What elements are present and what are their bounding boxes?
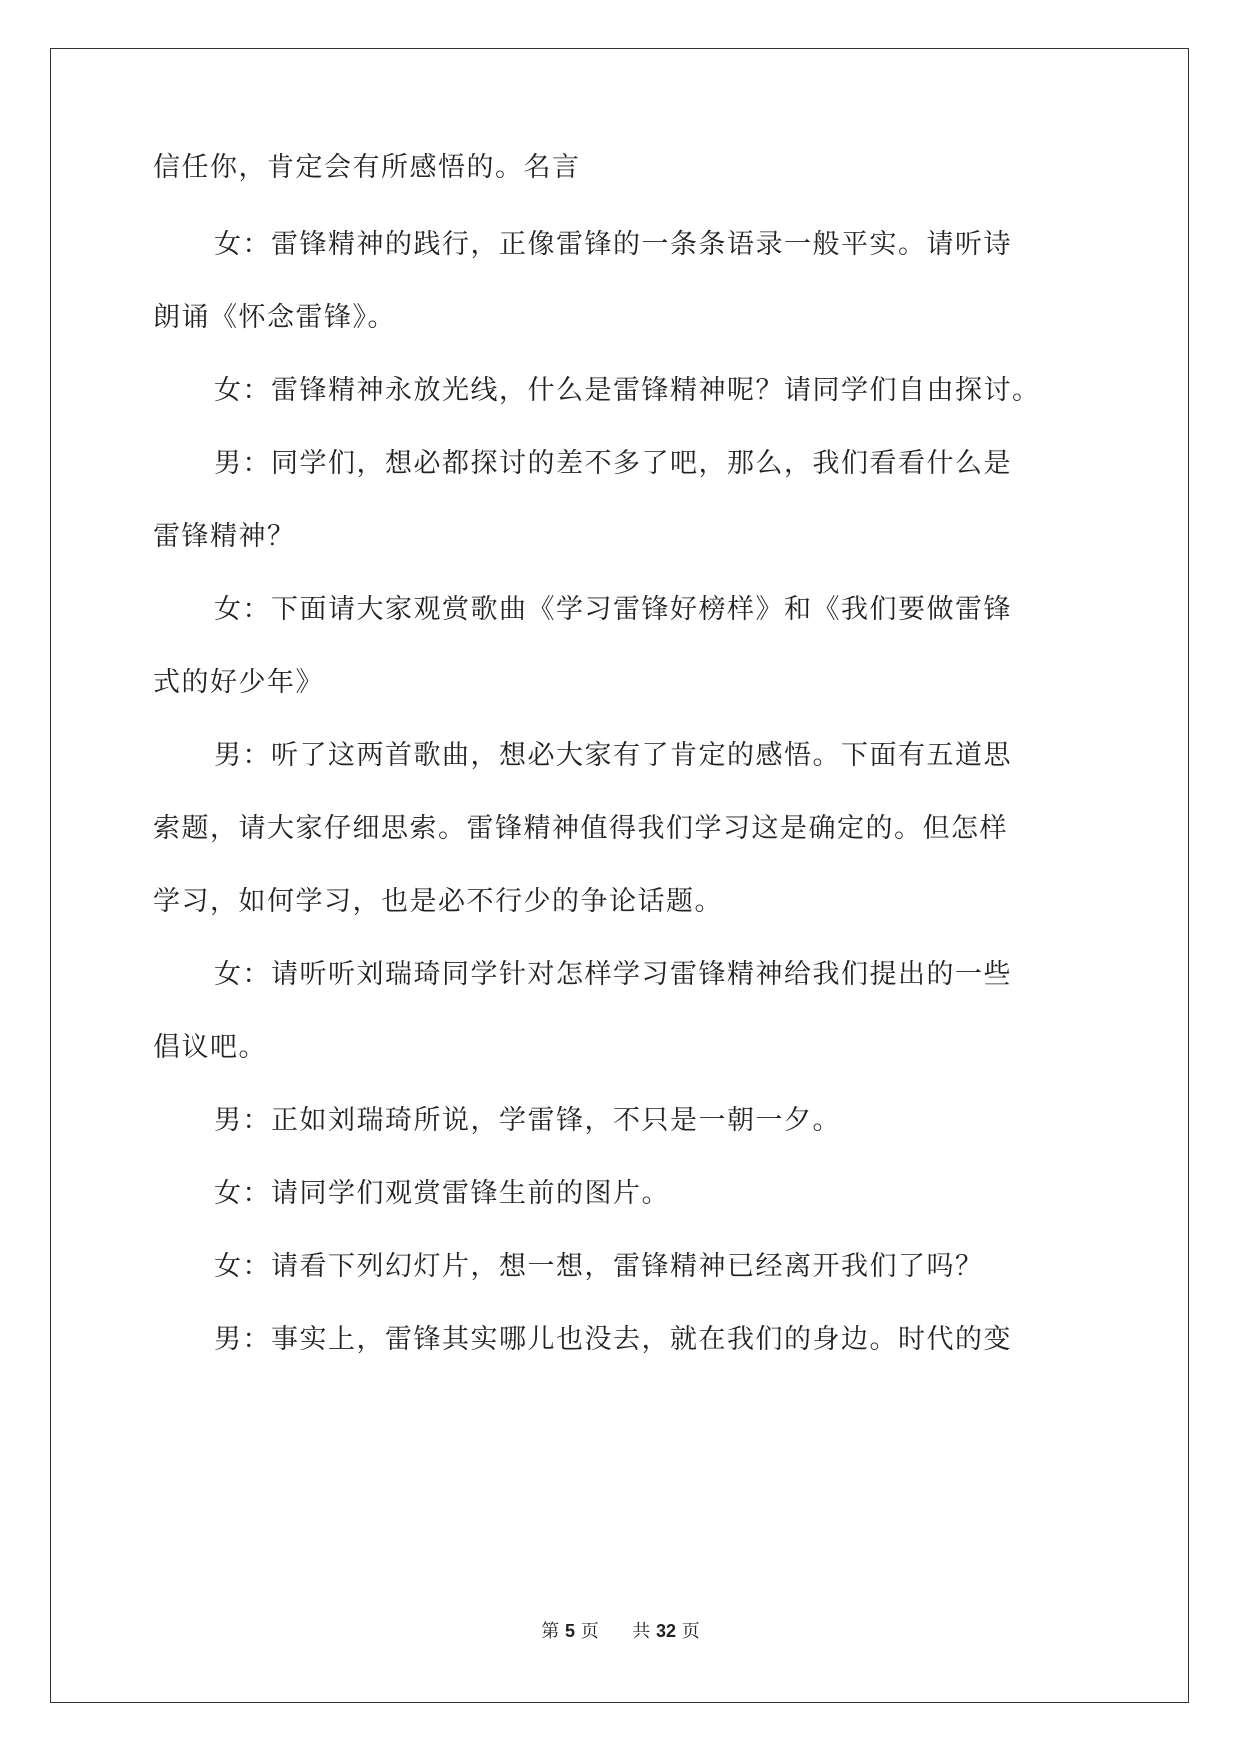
text-line: 雷锋精神？	[153, 521, 296, 552]
text-line: 男：同学们，想必都探讨的差不多了吧，那么，我们看看什么是	[214, 448, 1012, 479]
text-line: 式的好少年》	[153, 667, 324, 698]
page-footer	[0, 1619, 1241, 1644]
page-number: 5	[565, 1621, 576, 1641]
text-line: 女：请同学们观赏雷锋生前的图片。	[214, 1178, 670, 1209]
text-line: 信任你，肯定会有所感悟的。名言	[153, 152, 581, 183]
total-pages: 32	[655, 1621, 676, 1641]
total-suffix: 页	[681, 1621, 700, 1642]
page-prefix: 第	[541, 1621, 560, 1642]
text-line: 朗诵《怀念雷锋》。	[153, 302, 396, 333]
text-line: 学习，如何学习，也是必不行少的争论话题。	[153, 886, 723, 917]
text-line: 索题，请大家仔细思索。雷锋精神值得我们学习这是确定的。但怎样	[153, 813, 1008, 844]
text-line: 女：雷锋精神的践行，正像雷锋的一条条语录一般平实。请听诗	[214, 229, 1012, 260]
text-line: 男：听了这两首歌曲，想必大家有了肯定的感悟。下面有五道思	[214, 740, 1012, 771]
text-line: 男：正如刘瑞琦所说，学雷锋，不只是一朝一夕。	[214, 1105, 841, 1136]
text-line: 女：请听听刘瑞琦同学针对怎样学习雷锋精神给我们提出的一些	[214, 959, 1012, 990]
text-line: 倡议吧。	[153, 1032, 267, 1063]
text-line: 男：事实上，雷锋其实哪儿也没去，就在我们的身边。时代的变	[214, 1324, 1012, 1355]
text-line: 女：雷锋精神永放光线，什么是雷锋精神呢？请同学们自由探讨。	[214, 375, 1041, 406]
text-line: 女：下面请大家观赏歌曲《学习雷锋好榜样》和《我们要做雷锋	[214, 594, 1012, 625]
total-prefix: 共	[632, 1621, 651, 1642]
page-suffix: 页	[580, 1621, 599, 1642]
page-border	[50, 48, 1189, 1703]
text-line: 女：请看下列幻灯片，想一想，雷锋精神已经离开我们了吗？	[214, 1251, 984, 1282]
